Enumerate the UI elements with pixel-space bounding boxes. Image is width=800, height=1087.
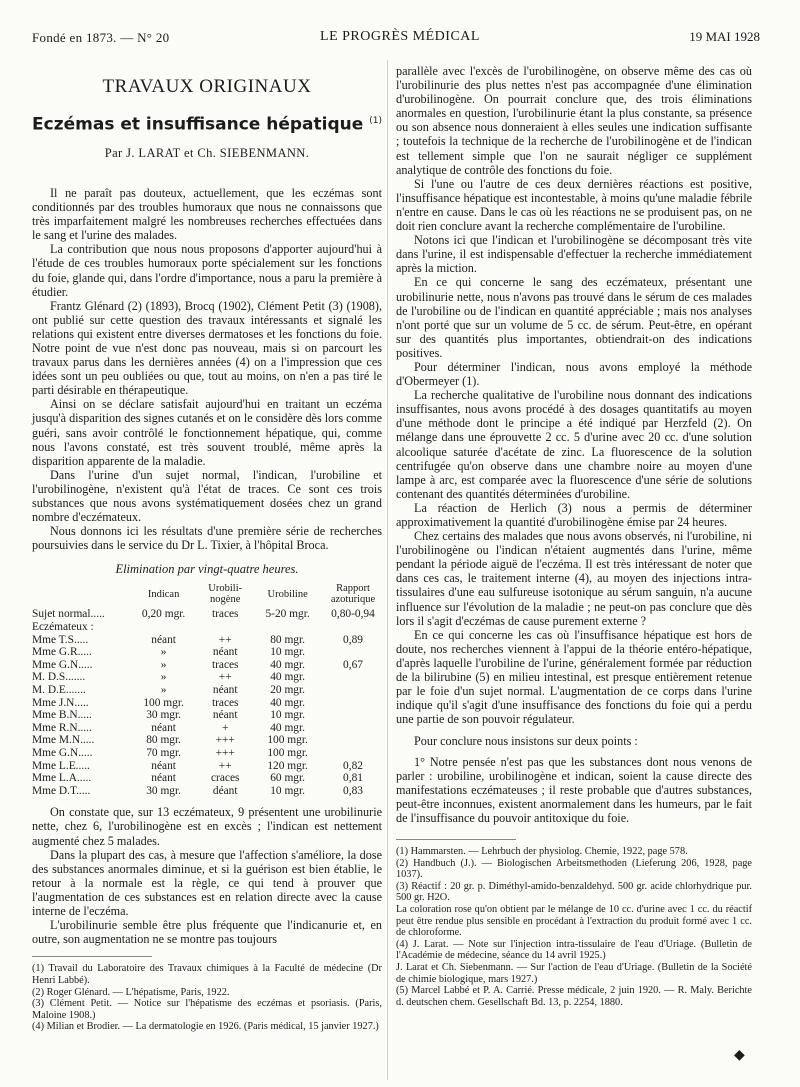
paragraph: 1° Notre pensée n'est pas que les substances dont nous venons de parler : urobiline, urobilinogène et indican, soient la cause directe des manifestations eczémateuses ; il reste probable que d'autres substances, peut-être inconnues, existent anormalement dans les humeurs, par le fait de l'insuffisance du pouvoir antitoxique du foie. bbox=[396, 754, 752, 825]
table-cell: néant bbox=[151, 759, 176, 772]
table-cell: Mme G.N..... bbox=[32, 747, 93, 759]
footnote: J. Larat et Ch. Siebenmann. — Sur l'action de l'eau d'Uriage. (Bulletin de la Société de chimie biologique, mars 1927.) bbox=[396, 961, 752, 985]
table-cell: traces bbox=[211, 608, 239, 621]
table-cell: 10 mgr. bbox=[270, 646, 306, 659]
table-cell bbox=[324, 646, 382, 659]
table-row bbox=[32, 734, 382, 747]
footnote-rule bbox=[32, 956, 152, 957]
footnote: (4) J. Larat. — Note sur l'injection intra-tissulaire de l'eau d'Uriage. (Bulletin de l'Académie de médecine, séance du 14 avril 1925.) bbox=[396, 938, 752, 962]
table-cell: traces bbox=[211, 696, 239, 709]
table-cell: Mme R.N..... bbox=[32, 721, 92, 734]
table-cell: 100 mgr. bbox=[143, 696, 184, 709]
table-group-label: Eczémateux : bbox=[32, 621, 94, 634]
footnote-rule bbox=[396, 839, 516, 840]
paragraph: Chez certains des malades que nous avons observés, ni l'urobiline, ni l'urobilinogène ou l'indican n'étaient augmentés dans l'urine, même pendant la période aiguë de l'eczéma. Il est très intéressant de noter que dans ces cas, le traitement interne (4), au moyen des injections intra-tissulaires d'une eau sulfureuse isotonique au sérum sanguin, n'a aucune influence sur l'évolution de la maladie ; ne peut-on pas conclure que dès lors il s'agit d'eczémas de cause purement externe ? bbox=[396, 529, 752, 628]
table-cell: 5-20 mgr. bbox=[265, 608, 310, 621]
table-header-row bbox=[32, 582, 382, 608]
table-cell: 10 mgr. bbox=[270, 784, 306, 797]
table-cell: ++ bbox=[218, 759, 232, 772]
table-header-cell: Urobiline bbox=[267, 588, 308, 600]
table-header-cell: Rapport azoturique bbox=[330, 583, 376, 606]
table-row bbox=[32, 646, 382, 659]
table-row bbox=[32, 709, 382, 722]
paragraph: La recherche qualitative de l'urobiline nous donnant des indications insuffisantes, nous avons procédé à des dosages quantitatifs au moyen d'une méthode dont le principe a été indiqué par Herzfeld (2). On mélange dans une éprouvette 2 cc. 5 d'urine avec 20 cc. d'une solution alcoolique saturée d'acétate de zinc. La fluorescence de la solution centrifugée qu'on observe dans une chambre noire au moyen d'une lampe à arc, est comparée avec la fluorescence d'une série de solutions contenant des quantités déterminées d'urobiline. bbox=[396, 388, 752, 501]
footnote: La coloration rose qu'on obtient par le mélange de 10 cc. d'urine avec 1 cc. du réactif peut être rendue plus sensible en procédant à l'extraction du produit formé avec 1 cc. de chloroforme. bbox=[396, 903, 752, 939]
table-cell: Mme L.E..... bbox=[32, 759, 90, 772]
paragraph: Si l'une ou l'autre de ces deux dernières réactions est positive, l'insuffisance hépatique est incontestable, à moins qu'une maladie fébrile n'entre en cause. Dans le cas où les réactions ne se produisent pas, on ne doit rien conclure avant la recherche complémentaire de l'urobiline. bbox=[396, 176, 752, 234]
table-row bbox=[32, 760, 382, 773]
left-column bbox=[32, 56, 382, 1033]
issue-date: 19 MAI 1928 bbox=[689, 29, 760, 44]
table-cell: + bbox=[222, 721, 229, 734]
table-cell: 100 mgr. bbox=[267, 734, 308, 747]
table-cell: +++ bbox=[215, 747, 235, 759]
article-title: Eczémas et insuffisance hépatique $^{(1)}$ bbox=[32, 114, 382, 135]
header-founded: Fondé en 1873. — N° 20 bbox=[32, 30, 170, 45]
footnote: (3) Clément Petit. — Notice sur l'hépatisme des eczémas et psoriasis. (Paris, Maloine 1908.) bbox=[32, 998, 382, 1021]
table-cell: 120 mgr. bbox=[267, 759, 308, 772]
paragraph: Notons ici que l'indican et l'urobilinogène se décomposant très vite dans l'urine, il est indispensable d'effectuer la recherche immédiatement après la miction. bbox=[396, 233, 752, 276]
table-row bbox=[32, 772, 382, 785]
paragraph: Il ne paraît pas douteux, actuellement, que les eczémas sont conditionnés par des troubles humoraux que nous ne connaissons que très imparfaitement malgré les nombreuses recherches effectuées dans le sang et l'urine des malades. bbox=[32, 185, 382, 243]
table-row bbox=[32, 659, 382, 672]
elimination-table bbox=[32, 582, 382, 797]
table-cell: 30 mgr. bbox=[146, 784, 182, 797]
footnote: (2) Handbuch (J.). — Biologischen Arbeitsmethoden (Lieferung 206, 1928, page 1037). bbox=[396, 857, 752, 881]
table-cell: 0,81 bbox=[343, 772, 363, 785]
paragraph: Pour conclure nous insistons sur deux points : bbox=[414, 734, 638, 749]
table-cell: craces bbox=[210, 772, 240, 785]
footnote: (4) Milian et Brodier. — La dermatologie en 1926. (Paris médical, 15 janvier 1927.) bbox=[32, 1021, 379, 1033]
paragraph: En ce qui concerne les cas où l'insuffisance hépatique est hors de doute, nos recherches viennent à l'appui de la théorie entéro-hépatique, d'après laquelle l'urobiline de l'urine, généralement formée par réduction de la bilirubine (5) en milieu intestinal, est presque entièrement retenue par le foie d'un sujet normal. L'augmentation de ce corps dans l'urine indique qu'il s'agit d'une insuffisance des fonctions du foie qui a perdu une partie de son pouvoir régulateur. bbox=[396, 627, 752, 727]
table-cell: 20 mgr. bbox=[270, 684, 306, 697]
table-cell: 80 mgr. bbox=[146, 734, 182, 747]
table-row bbox=[32, 684, 382, 697]
table-cell: Mme T.S..... bbox=[32, 633, 89, 646]
table-cell: 0,20 mgr. bbox=[141, 608, 186, 621]
table-row bbox=[32, 722, 382, 735]
table-cell: Mme D.T..... bbox=[32, 784, 91, 797]
table-cell: 80 mgr. bbox=[270, 633, 306, 646]
paragraph: L'urobilinurie semble être plus fréquente que l'indicanurie et, en outre, son augmentation ne se montre pas toujours bbox=[32, 918, 382, 947]
table-cell: +++ bbox=[215, 734, 235, 747]
paragraph: Dans l'urine d'un sujet normal, l'indican, l'urobiline et l'urobilinogène, n'existent qu'à l'état de traces. Ce sont ces trois substances que nous avons systématiquement dosées chez un grand nombre d'eczémateux. bbox=[32, 467, 382, 525]
footnote: (5) Marcel Labbé et P. A. Carrié. Presse médicale, 2 juin 1920. — R. Maly. Berichte d. deutschen chem. Gesellschaft Bd. 13, p. 2254, 1880. bbox=[396, 985, 752, 1008]
table-cell bbox=[324, 722, 382, 735]
table-cell: 40 mgr. bbox=[270, 721, 306, 734]
table-cell: 60 mgr. bbox=[270, 772, 306, 785]
table-cell: 10 mgr. bbox=[270, 709, 306, 722]
article-authors: Par J. LARAT et Ch. SIEBENMANN. bbox=[104, 145, 310, 160]
table-cell: Mme J.N..... bbox=[32, 696, 89, 709]
table-caption: Elimination par vingt-quatre heures. bbox=[115, 562, 299, 577]
table-header-cell: Urobili-nogène bbox=[208, 583, 243, 606]
table-header-cell: Indican bbox=[147, 588, 180, 600]
paragraph: On constate que, sur 13 eczémateux, 9 présentent une urobilinurie nette, chez 6, l'urobilinogène est en excès ; l'indican est nettement augmenté chez 5 malades. bbox=[32, 805, 382, 848]
paragraph: Dans la plupart des cas, à mesure que l'affection s'améliore, la dose des substances anormales diminue, et si la guérison est bien établie, le retour à la normale est la règle, ce qui tend à prouver que l'augmentation de ces substances est en relation directe avec la cause interne de l'eczéma. bbox=[32, 847, 382, 919]
table-cell: » bbox=[160, 658, 167, 671]
table-cell: 0,89 bbox=[343, 633, 363, 646]
table-cell: 40 mgr. bbox=[270, 696, 306, 709]
table-cell: 0,82 bbox=[343, 759, 363, 772]
table-cell: 70 mgr. bbox=[146, 747, 182, 759]
table-group-row bbox=[32, 621, 382, 634]
table-cell: néant bbox=[151, 721, 176, 734]
paragraph: En ce qui concerne le sang des eczémateux, présentant une urobilinurie nette, nous n'avons pas trouvé dans le sérum de ces malades de l'urobiline ou de l'indican en quantité appréciable ; mais nos analyses n'ont porté que sur un volume de 5 cc. de sérum. Peut-être, en opérant sur des quantités plus importantes, obtiendrait-on des indications positives. bbox=[396, 275, 752, 360]
table-cell: néant bbox=[212, 709, 238, 722]
paragraph: Frantz Glénard (2) (1893), Brocq (1902), Clément Petit (3) (1908), ont publié sur cette question des travaux intéressants et signalé les relations qui existent entre diverses dermatoses et les fonctions du foie. Notre point de vue n'est donc pas nouveau, mais si on parcourt les travaux parus dans les dernières années (4) on a l'impression que ces idées sont un peu oubliées ou que, tout au moins, on n'en a pas tiré le parti désirable en thérapeutique. bbox=[32, 298, 382, 398]
table-cell: 30 mgr. bbox=[146, 709, 182, 722]
table-cell: 0,83 bbox=[343, 784, 363, 797]
paragraph: Ainsi on se déclare satisfait aujourd'hui en traitant un eczéma jusqu'à disparition des signes cutanés et on le considère dès lors comme guéri, sans avoir contrôlé le fonctionnement hépatique, qui, comme nous l'avons constaté, est très souvent troublé, même après la disparition apparente de la maladie. bbox=[32, 397, 382, 468]
table-row bbox=[32, 697, 382, 710]
table-cell: 0,67 bbox=[343, 658, 363, 671]
title-footnote-mark: (1) bbox=[369, 116, 382, 127]
table-cell: néant bbox=[212, 646, 238, 659]
end-ornament-icon: ◆ bbox=[734, 1048, 745, 1063]
section-title: TRAVAUX ORIGINAUX bbox=[102, 76, 312, 97]
table-cell: 40 mgr. bbox=[270, 658, 306, 671]
table-cell: 40 mgr. bbox=[270, 671, 306, 684]
paragraph: Nous donnons ici les résultats d'une première série de recherches poursuivies dans le service du Dr L. Tixier, à l'hôpital Broca. bbox=[32, 524, 382, 553]
table-cell bbox=[324, 709, 382, 722]
table-cell: ++ bbox=[218, 633, 232, 646]
paragraph: parallèle avec l'excès de l'urobilinogène, on observe même des cas où l'urobilinurie des plus nettes n'est pas accompagnée d'une élimination d'urobilinogène. On pourrait conclure que, des trois éliminations anormales en question, l'urobilinurie étant la plus constante, sa présence ou son absence nous donneraient à elles seules une indication suffisante ; toutefois la technique de la recherche de l'urobilinogène et de l'indican est tellement simple que l'on ne saurait négliger ce supplément analytique de contrôle des fonctions du foie. bbox=[396, 64, 752, 177]
journal-title: LE PROGRÈS MÉDICAL bbox=[320, 29, 480, 44]
table-cell bbox=[324, 671, 382, 684]
footnote: (1) Travail du Laboratoire des Travaux chimiques à la Faculté de médecine (Dr Henri Labbé). bbox=[32, 963, 382, 986]
table-cell bbox=[324, 684, 382, 697]
table-cell: néant bbox=[151, 772, 176, 785]
table-cell: M. D.E....... bbox=[32, 684, 86, 697]
paragraph: Pour déterminer l'indican, nous avons employé la méthode d'Obermeyer (1). bbox=[396, 359, 752, 389]
table-cell: 100 mgr. bbox=[267, 747, 308, 759]
table-cell: Mme B.N..... bbox=[32, 709, 92, 722]
table-cell: Sujet normal..... bbox=[32, 608, 105, 621]
table-cell: déant bbox=[212, 784, 238, 797]
table-cell: Mme G.R..... bbox=[32, 646, 92, 659]
table-cell bbox=[324, 747, 382, 760]
table-cell: Mme G.N..... bbox=[32, 658, 93, 671]
footnote: (3) Réactif : 20 gr. p. Diméthyl-amido-benzaldehyd. 500 gr. acide chlorhydrique pur. 500 gr. H2O. bbox=[396, 880, 752, 904]
table-cell bbox=[324, 697, 382, 710]
table-cell: Mme L.A..... bbox=[32, 772, 92, 785]
table-cell: ++ bbox=[218, 671, 232, 684]
table-cell: néant bbox=[151, 633, 176, 646]
paragraph: La réaction de Herlich (3) nous a permis de déterminer approximativement la quantité d'urobilinogène émise par 24 heures. bbox=[396, 500, 752, 529]
footnote: (1) Hammarsten. — Lehrbuch der physiolog. Chemie, 1922, page 578. bbox=[396, 845, 688, 857]
paragraph: La contribution que nous nous proposons d'apporter aujourd'hui à l'étude de ces troubles humoraux porte spécialement sur les fonctions du foie, glande qui, dans l'ordre d'importance, nous a paru la première à étudier. bbox=[32, 242, 382, 299]
table-cell: Mme M.N..... bbox=[32, 734, 95, 747]
table-cell: traces bbox=[211, 658, 239, 671]
table-cell: » bbox=[160, 671, 167, 684]
right-column bbox=[396, 64, 752, 1008]
column-divider bbox=[387, 60, 388, 1080]
table-cell: 0,80-0,94 bbox=[331, 608, 375, 621]
table-cell: » bbox=[160, 684, 167, 697]
footnote: (2) Roger Glénard. — L'hépatisme, Paris, 1922. bbox=[32, 986, 230, 998]
table-row bbox=[32, 747, 382, 760]
table-row bbox=[32, 634, 382, 647]
table-row bbox=[32, 785, 382, 798]
table-cell: M. D.S....... bbox=[32, 671, 86, 684]
page-header bbox=[0, 0, 800, 50]
table-header-cell bbox=[32, 582, 128, 608]
table-row bbox=[32, 671, 382, 684]
table-cell bbox=[324, 734, 382, 747]
table-cell: » bbox=[160, 646, 167, 659]
table-row-normal bbox=[32, 608, 382, 621]
table-cell: néant bbox=[212, 684, 238, 697]
